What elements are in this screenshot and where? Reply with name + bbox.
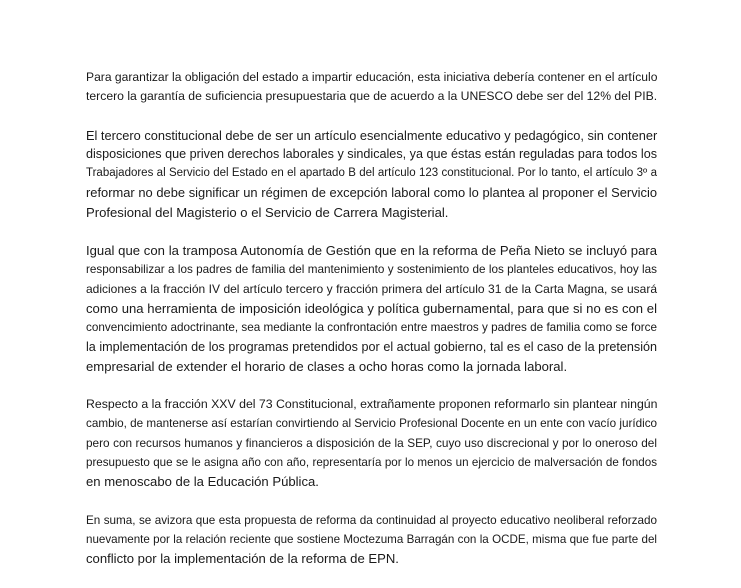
text-line: Trabajadores al Servicio del Estado en el apartado B del artículo 123 constitucional. Por lo tanto, el artículo 3º a	[86, 167, 657, 180]
paragraph	[86, 126, 657, 222]
text-line: En suma, se avizora que esta propuesta de reforma da continuidad al proyecto educativo neoliberal reforzado	[86, 513, 657, 527]
text-line: Igual que con la tramposa Autonomía de Gestión que en la reforma de Peña Nieto se incluyó para	[86, 243, 657, 259]
text-line: adiciones a la fracción IV del artículo tercero y fracción primera del artículo 31 de la Carta Magna, se usará	[86, 281, 657, 296]
text-line: disposiciones que priven derechos laborales y sindicales, ya que éstas están reguladas para todos los	[86, 146, 657, 161]
text-line: reformar no debe significar un régimen de excepción laboral como lo plantea al proponer el Servicio	[86, 185, 657, 201]
text-line: cambio, de mantenerse así estarían convirtiendo al Servicio Profesional Docente en un ente con vacío jurídico	[86, 417, 658, 431]
text-line: Profesional del Magisterio o el Servicio de Carrera Magisterial.	[86, 204, 449, 220]
text-line: como una herramienta de imposición ideológica y política gubernamental, para que si no es con el	[86, 300, 657, 316]
text-line: convencimiento adoctrinante, sea mediante la confrontación entre maestros y padres de familia como se force	[86, 321, 657, 335]
text-line: tercero la garantía de suficiencia presupuestaria que de acuerdo a la UNESCO debe ser del 12% del PIB.	[86, 89, 658, 104]
paragraph	[86, 511, 657, 569]
text-line: Respecto a la fracción XXV del 73 Constitucional, extrañamente proponen reformarlo sin plantear ningún	[86, 397, 658, 412]
paragraph	[86, 395, 657, 491]
document-body	[86, 68, 657, 588]
text-line: El tercero constitucional debe de ser un artículo esencialmente educativo y pedagógico, sin contener	[86, 127, 658, 143]
text-line: responsabilizar a los padres de familia del mantenimiento y sostenimiento de los planteles educativos, hoy las	[86, 263, 657, 277]
text-line: empresarial de extender el horario de clases a ocho horas como la jornada laboral.	[86, 358, 568, 374]
paragraph	[86, 68, 657, 107]
text-line: Para garantizar la obligación del estado a impartir educación, esta iniciativa debería contener en el artículo	[86, 70, 658, 84]
paragraph	[86, 241, 657, 376]
text-line: en menoscabo de la Educación Pública.	[86, 474, 319, 490]
text-line: presupuesto que se le asigna año con año, representaría por lo menos un ejercicio de malversación de fondos	[86, 456, 657, 470]
text-line: la implementación de los programas pretendidos por el actual gobierno, tal es el caso de la pretensión	[86, 339, 657, 354]
text-line: nuevamente por la relación reciente que sostiene Moctezuma Barragán con la OCDE, misma que fue parte del	[86, 532, 657, 546]
text-line: conflicto por la implementación de la reforma de EPN.	[86, 551, 399, 567]
text-line: pero con recursos humanos y financieros a disposición de la SEP, cuyo uso discrecional y por lo oneroso del	[86, 435, 657, 450]
